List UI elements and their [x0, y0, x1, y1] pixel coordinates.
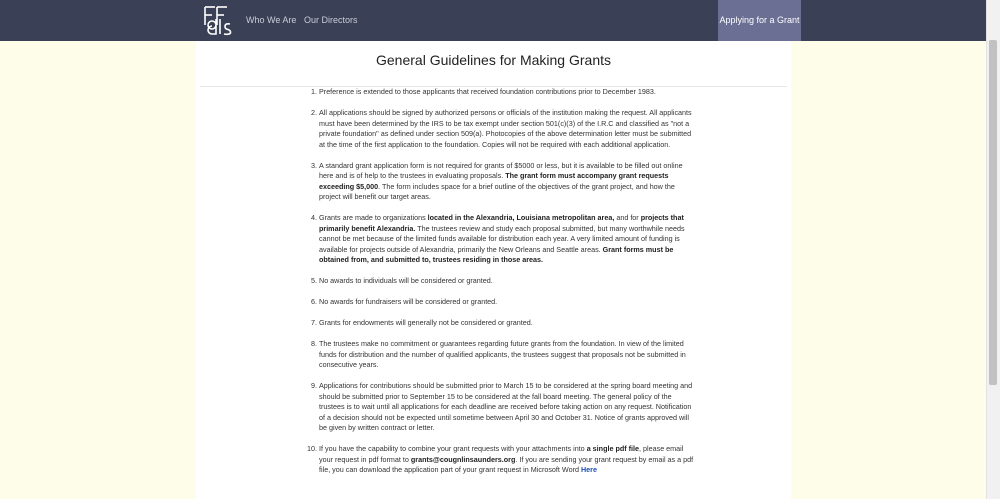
- guideline-text: No awards for fundraisers will be considered or granted.: [319, 297, 498, 306]
- guideline-text: and for: [614, 213, 641, 222]
- guideline-bold-text: a single pdf file: [586, 444, 640, 453]
- guideline-item: [311, 297, 695, 308]
- guideline-text: The trustees review and study each proposal submitted, but many worthwhile needs cannot be met because of the limited funds available for distribution each year. A very limited amount of funding is available for projects outside of Alexandria, primarily the New Orleans and Seattle areas.: [319, 223, 685, 254]
- guideline-text: Grants for endowments will generally not be considered or granted.: [319, 318, 533, 327]
- guideline-number: 3.: [311, 160, 317, 170]
- guideline-text: No awards to individuals will be considered or granted.: [319, 276, 493, 285]
- guideline-text: . The form includes space for a brief outline of the objectives of the grant project, and how the project will benefit our target areas.: [319, 181, 675, 201]
- download-word-form-link[interactable]: Here: [580, 465, 597, 474]
- guideline-bold-text: grants@cougnlinsaunders.org: [410, 454, 516, 464]
- guideline-text: Grants are made to organizations: [319, 213, 428, 222]
- guideline-number: 8.: [311, 339, 317, 348]
- guideline-item: [311, 339, 695, 371]
- nav-our-directors-link[interactable]: Our Directors: [304, 15, 358, 25]
- guideline-item: [311, 87, 695, 98]
- guideline-bold-text: located in the Alexandria, Louisiana metropolitan area,: [427, 213, 615, 222]
- guidelines-list: [307, 87, 695, 486]
- guideline-item: [311, 318, 695, 329]
- guideline-number: 9.: [311, 381, 317, 390]
- main-content: [196, 41, 791, 499]
- guideline-text: All applications should be signed by authorized persons or officials of the institution making the request. All applicants must have been determined by the IRS to be tax exempt under section 501(c)(3) of the I.R.C and classified as "not a private foundation" as defined under section 509(a). Photocopies of the above determination letter must be submitted at the time of the first application to the foundation. Copies will not be required with each additional application.: [319, 108, 692, 149]
- foundation-monogram-logo-icon[interactable]: [203, 5, 233, 36]
- guideline-text: The trustees make no commitment or guarantees regarding future grants from the foundation. In view of the limited funds for distribution and the number of qualified applicants, the trustees suggest that proposals not be submitted in consecutive years.: [319, 339, 686, 369]
- nav-applying-for-grant-link[interactable]: Applying for a Grant: [718, 0, 801, 41]
- guideline-bold-text: Grant forms must be obtained from, and submitted to, trustees residing in those areas.: [319, 244, 674, 264]
- guideline-number: 7.: [311, 318, 317, 327]
- guideline-item: [311, 160, 695, 203]
- guideline-number: 10.: [307, 444, 317, 453]
- guideline-text: If you have the capability to combine your grant requests with your attachments into: [319, 444, 587, 453]
- guideline-bold-text: The grant form must accompany grant requests exceeding $5,000: [319, 171, 669, 191]
- guideline-text: . If you are sending your grant request by email as a pdf file, you can download the application part of your grant request in Microsoft Word: [319, 454, 694, 474]
- guideline-number: 6.: [311, 297, 317, 306]
- vertical-scrollbar[interactable]: [986, 0, 1000, 499]
- guideline-item: [311, 108, 695, 150]
- guideline-number: 2.: [311, 108, 317, 117]
- nav-who-we-are-link[interactable]: Who We Are: [246, 15, 297, 25]
- guideline-item: [311, 381, 695, 434]
- guideline-text: , please email your request in pdf format to: [319, 444, 684, 464]
- guideline-item: [311, 213, 695, 266]
- guideline-text: A standard grant application form is not required for grants of $5000 or less, but it is available to be filled out online here and is of help to the trustees in evaluating proposals.: [319, 160, 683, 180]
- guideline-text: Applications for contributions should be submitted prior to March 15 to be considered at the spring board meeting and should be submitted prior to September 15 to be considered at the fall board meeting. The general policy of the trustees is to wait until all applications for each deadline are received before taking action on any request. Notification of a decision should not be expected until sometime between April 30 and October 31. Notice of grants approved will be given by written contract or letter.: [319, 381, 693, 432]
- page-title: General Guidelines for Making Grants: [376, 52, 611, 68]
- scrollbar-thumb[interactable]: [989, 40, 997, 385]
- guideline-text: Preference is extended to those applicants that received foundation contributions prior to December 1983.: [319, 87, 656, 96]
- guideline-number: 5.: [311, 276, 317, 285]
- guideline-bold-text: projects that primarily benefit Alexandria.: [319, 213, 684, 233]
- guideline-item: [311, 276, 695, 287]
- guideline-number: 1.: [311, 87, 317, 96]
- guideline-number: 4.: [311, 213, 317, 222]
- top-navbar: [0, 0, 987, 41]
- guideline-item: [307, 444, 695, 476]
